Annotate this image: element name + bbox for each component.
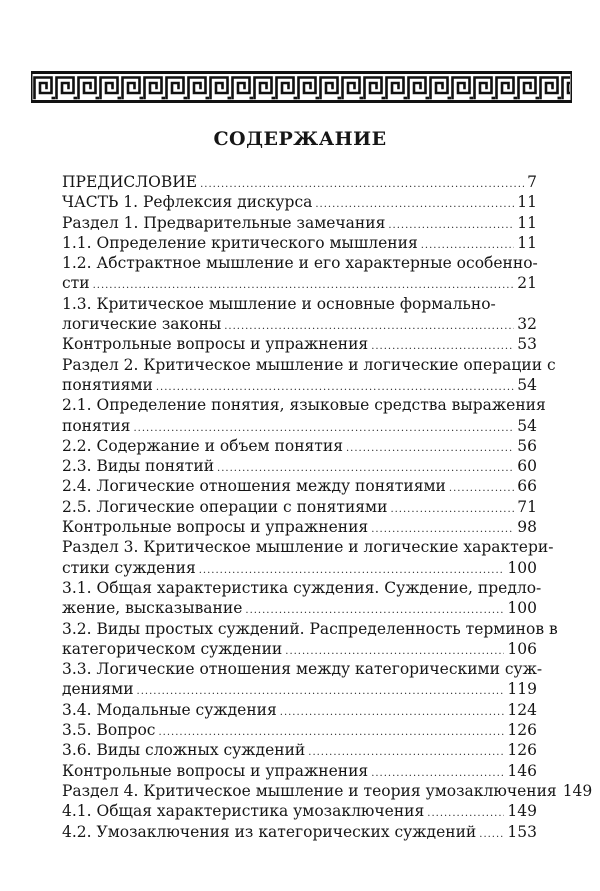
toc-entry-title: 4.2. Умозаключения из категорических суждений bbox=[62, 822, 477, 841]
toc-entry-title: жение, высказывание bbox=[62, 599, 243, 618]
toc-page-number: 146 bbox=[507, 761, 537, 780]
toc-entry-title: 3.5. Вопрос bbox=[62, 721, 156, 740]
toc-entry bbox=[62, 192, 537, 212]
toc-entry bbox=[62, 740, 537, 760]
toc-page-number: 66 bbox=[517, 477, 537, 496]
toc-entry-line bbox=[62, 720, 537, 740]
toc-entry bbox=[62, 456, 537, 476]
toc-entry-title: 3.6. Виды сложных суждений bbox=[62, 741, 306, 760]
toc-entry-line bbox=[62, 822, 537, 842]
toc-entry-title: понятиями bbox=[62, 375, 153, 394]
toc-entry bbox=[62, 233, 537, 253]
toc-entry bbox=[62, 822, 537, 842]
toc-page-number: 100 bbox=[507, 599, 537, 618]
toc-page-number: 11 bbox=[517, 233, 537, 252]
toc-entry-line bbox=[62, 578, 542, 598]
toc-page-number: 11 bbox=[517, 193, 537, 212]
toc-entry-title: Раздел 3. Критическое мышление и логические характери- bbox=[62, 538, 554, 557]
toc-page-number: 100 bbox=[507, 558, 537, 577]
toc-entry-line bbox=[62, 497, 537, 517]
toc-entry-title: 2.5. Логические операции с понятиями bbox=[62, 497, 388, 516]
toc-page-number: 53 bbox=[517, 335, 537, 354]
toc-entry-line bbox=[62, 598, 537, 618]
toc-entry-line bbox=[62, 639, 537, 659]
toc-entry-line bbox=[62, 456, 537, 476]
toc-entry bbox=[62, 334, 537, 354]
toc-entry-title: 3.2. Виды простых суждений. Распределенность терминов в bbox=[62, 619, 558, 638]
toc-page-number: 124 bbox=[507, 700, 537, 719]
toc-entry-line bbox=[62, 334, 537, 354]
toc-entry-line bbox=[62, 253, 537, 273]
toc-entry-line bbox=[62, 679, 537, 699]
toc-entry-line bbox=[62, 781, 593, 801]
toc-entry-title: 3.3. Логические отношения между категорическими суж- bbox=[62, 660, 543, 679]
toc-entry bbox=[62, 436, 537, 456]
toc-entry-title: 1.2. Абстрактное мышление и его характерные особенно- bbox=[62, 254, 538, 273]
toc-page-number: 60 bbox=[517, 457, 537, 476]
toc-entry-line bbox=[62, 375, 537, 395]
toc-entry bbox=[62, 761, 537, 781]
toc-entry bbox=[62, 517, 537, 537]
toc-entry-title: ПРЕДИСЛОВИЕ bbox=[62, 173, 198, 191]
toc-entry-line bbox=[62, 355, 556, 375]
toc-entry-line bbox=[62, 801, 537, 821]
toc-entry-line bbox=[62, 700, 537, 720]
toc-entry-title: Контрольные вопросы и упражнения bbox=[62, 335, 369, 354]
toc-page-number: 54 bbox=[517, 375, 537, 394]
toc-page-number: 126 bbox=[507, 741, 537, 760]
toc-entry-line bbox=[62, 659, 543, 679]
toc-entry bbox=[62, 213, 537, 233]
toc-page-number: 7 bbox=[527, 173, 537, 191]
toc-entry bbox=[62, 801, 537, 821]
toc-page-number: 54 bbox=[517, 416, 537, 435]
toc-entry-title: 3.4. Модальные суждения bbox=[62, 700, 277, 719]
toc-entry-line bbox=[62, 233, 537, 253]
toc-entry bbox=[62, 476, 537, 496]
toc-entry-title: 1.3. Критическое мышление и основные формально- bbox=[62, 294, 496, 313]
toc-entry-title: дениями bbox=[62, 680, 134, 699]
toc-entry-line bbox=[62, 192, 537, 212]
toc-entry-line bbox=[62, 395, 546, 415]
toc-entry-title: Раздел 1. Предварительные замечания bbox=[62, 213, 386, 232]
toc-entry bbox=[62, 537, 554, 578]
toc-entry bbox=[62, 497, 537, 517]
toc-entry bbox=[62, 781, 593, 801]
toc-page-number: 56 bbox=[517, 436, 537, 455]
greek-key-border-ornament bbox=[31, 71, 572, 103]
toc-entry-line bbox=[62, 517, 537, 537]
toc-entry-title: Контрольные вопросы и упражнения bbox=[62, 518, 369, 537]
toc-entry-title: Раздел 4. Критическое мышление и теория умозаключения bbox=[62, 781, 557, 800]
toc-entry bbox=[62, 720, 537, 740]
toc-entry-title: 3.1. Общая характеристика суждения. Суждение, предло- bbox=[62, 578, 542, 597]
toc-entry-line bbox=[62, 436, 537, 456]
toc-entry-title: ЧАСТЬ 1. Рефлексия дискурса bbox=[62, 193, 313, 212]
toc-entry-title: стики суждения bbox=[62, 558, 196, 577]
toc-page-number: 32 bbox=[517, 315, 537, 334]
toc-entry-line bbox=[62, 537, 554, 557]
toc-entry-title: 2.4. Логические отношения между понятиями bbox=[62, 477, 446, 496]
toc-page-number: 149 bbox=[562, 781, 593, 800]
toc-entry bbox=[62, 578, 542, 619]
toc-entry-title: понятия bbox=[62, 416, 131, 435]
toc-entry-line bbox=[62, 416, 537, 436]
toc-entry-line bbox=[62, 619, 558, 639]
toc-page-number: 71 bbox=[517, 497, 537, 516]
toc-entry-title: 2.3. Виды понятий bbox=[62, 457, 215, 476]
dot-leader bbox=[346, 439, 514, 459]
toc-page-number: 98 bbox=[517, 518, 537, 537]
toc-entry bbox=[62, 294, 537, 335]
toc-entry bbox=[62, 700, 537, 720]
toc-entry-title: сти bbox=[62, 274, 90, 293]
toc-page-number: 21 bbox=[517, 274, 537, 293]
toc-entry bbox=[62, 253, 537, 294]
toc-page-number: 126 bbox=[507, 721, 537, 740]
toc-entry-line bbox=[62, 172, 537, 192]
toc-entry-line bbox=[62, 558, 537, 578]
toc-entry-title: 1.1. Определение критического мышления bbox=[62, 233, 418, 252]
toc-entry-title: 4.1. Общая характеристика умозаключения bbox=[62, 802, 425, 821]
toc-entry bbox=[62, 172, 537, 192]
toc-entry-title: Раздел 2. Критическое мышление и логические операции с bbox=[62, 355, 556, 374]
toc-entry bbox=[62, 355, 556, 396]
toc-page-number: 149 bbox=[507, 802, 537, 821]
toc-entry bbox=[62, 395, 546, 436]
toc-entry-title: логические законы bbox=[62, 315, 222, 334]
toc-entry bbox=[62, 619, 558, 660]
toc-entry-line bbox=[62, 314, 537, 334]
toc-entry-line bbox=[62, 294, 537, 314]
toc-page-number: 11 bbox=[517, 213, 537, 232]
toc-entry-title: категорическом суждении bbox=[62, 639, 283, 658]
contents-heading: СОДЕРЖАНИЕ bbox=[213, 128, 387, 150]
toc-entry-line bbox=[62, 761, 537, 781]
toc-entry-line bbox=[62, 740, 537, 760]
toc-entry-line bbox=[62, 213, 537, 233]
dot-leader bbox=[449, 479, 514, 499]
toc-entry-line bbox=[62, 273, 537, 293]
dot-leader bbox=[390, 500, 514, 520]
toc-entry-title: Контрольные вопросы и упражнения bbox=[62, 761, 369, 780]
toc-entry-title: 2.1. Определение понятия, языковые средства выражения bbox=[62, 396, 546, 415]
toc-entry bbox=[62, 659, 543, 700]
dot-leader bbox=[280, 703, 505, 723]
toc-entry-line bbox=[62, 476, 537, 496]
dot-leader bbox=[479, 825, 504, 845]
toc-page-number: 153 bbox=[507, 822, 537, 841]
toc-page-number: 119 bbox=[507, 680, 537, 699]
toc-entry-title: 2.2. Содержание и объем понятия bbox=[62, 436, 343, 455]
toc-page-number: 106 bbox=[507, 639, 537, 658]
table-of-contents bbox=[62, 172, 593, 842]
